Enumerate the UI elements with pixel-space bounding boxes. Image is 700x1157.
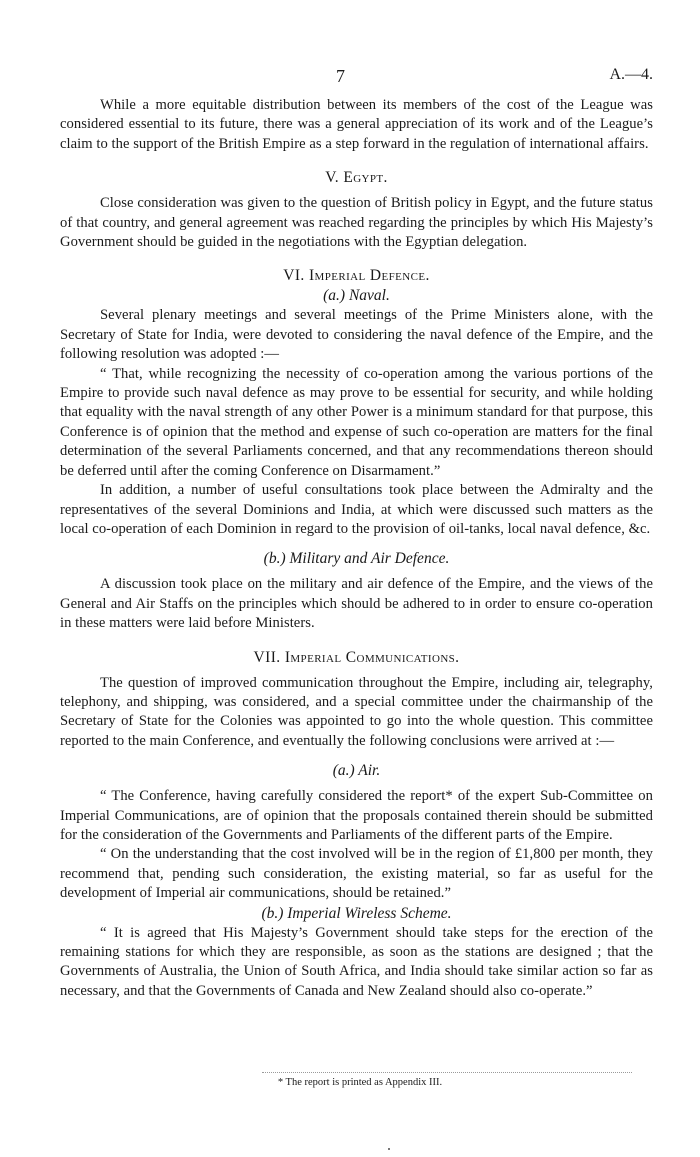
subheading-military-air-defence: (b.) Military and Air Defence. bbox=[263, 550, 450, 568]
subheading-naval: (a.) Naval. bbox=[323, 287, 390, 305]
communications-paragraph: The question of improved communication throughout the Empire, including air, telegraphy, telephony, and shipping, was considered, and a special committee under the chairmanship of the Secretary of State for the Colonies was appointed to go into the whole question. This committee reported to the main Conference, and eventually the following conclusions were arrived at :— bbox=[60, 674, 653, 749]
naval-addition-paragraph: In addition, a number of useful consultations took place between the Admiralty and the representatives of the several Dominions and India, at which were discussed such matters as the local co-operation of each Dominion in regard to the provision of oil-tanks, local naval defence, &c. bbox=[60, 482, 653, 537]
air-paragraph-report: “ The Conference, having carefully considered the report* of the expert Sub-Committee on Imperial Communications, are of opinion that the proposals contained therein should be submitted for the consideration of the Governments and Parliaments of the different parts of the Empire. bbox=[60, 788, 653, 843]
page-number: 7 bbox=[336, 66, 345, 86]
document-body bbox=[60, 96, 653, 1001]
section-heading-egypt: V. Egypt. bbox=[325, 169, 388, 187]
section-heading-imperial-communications: VII. Imperial Communications. bbox=[253, 648, 460, 666]
egypt-paragraph: Close consideration was given to the question of British policy in Egypt, and the future status of that country, and general agreement was reached regarding the principles by which His Majesty’s Government should be guided in the negotiations with the Egyptian delegation. bbox=[60, 195, 653, 251]
intro-paragraph: While a more equitable distribution between its members of the cost of the League was considered essential to its future, there was a general appreciation of its work and of the League’s claim to the support of the British Empire as a step forward in the regulation of international affairs. bbox=[60, 97, 653, 152]
page-header bbox=[0, 66, 700, 90]
section-heading-imperial-defence: VI. Imperial Defence. bbox=[283, 267, 430, 285]
wireless-paragraph: “ It is agreed that His Majesty’s Government should take steps for the erection of the remaining stations for which they are responsible, as soon as the stations are designed ; that the Governments of Australia, the Union of South Africa, and India should take similar action so far as necessary, and that the Governments of Canada and New Zealand should also co-operate.” bbox=[60, 924, 653, 999]
subheading-imperial-wireless-scheme: (b.) Imperial Wireless Scheme. bbox=[261, 904, 452, 922]
footnote bbox=[0, 1076, 700, 1090]
footnote-divider bbox=[262, 1072, 632, 1073]
military-air-paragraph: A discussion took place on the military and air defence of the Empire, and the views of the General and Air Staffs on the principles which should be adhered to in order to ensure co-operation in these matters were laid before Ministers. bbox=[60, 576, 653, 632]
naval-paragraph: Several plenary meetings and several meetings of the Prime Ministers alone, with the Secretary of State for India, were devoted to considering the naval defence of the Empire, and the following resolution was adopted :— bbox=[60, 307, 653, 363]
air-paragraph-cost: “ On the understanding that the cost involved will be in the region of £1,800 per month, they recommend that, pending such consideration, the existing material, so far as useful for the development of Imperial air communications, should be retained.” bbox=[60, 846, 653, 902]
naval-resolution-quote: “ That, while recognizing the necessity of co-operation among the various portions of the Empire to provide such naval defence as may prove to be essential for security, and while holding that equality with the naval strength of any other Power is a minimum standard for that purpose, this Conference is of opinion that the method and expense of such co-operation are matters for the final determination of the several Parliaments concerned, and that any recommendations thereon should be deferred until after the coming Conference on Disarmament.” bbox=[60, 365, 653, 479]
print-speck bbox=[388, 1148, 390, 1150]
subheading-air: (a.) Air. bbox=[332, 762, 381, 780]
document-reference: A.—4. bbox=[609, 66, 653, 83]
footnote-text: * The report is printed as Appendix III. bbox=[277, 1077, 443, 1088]
